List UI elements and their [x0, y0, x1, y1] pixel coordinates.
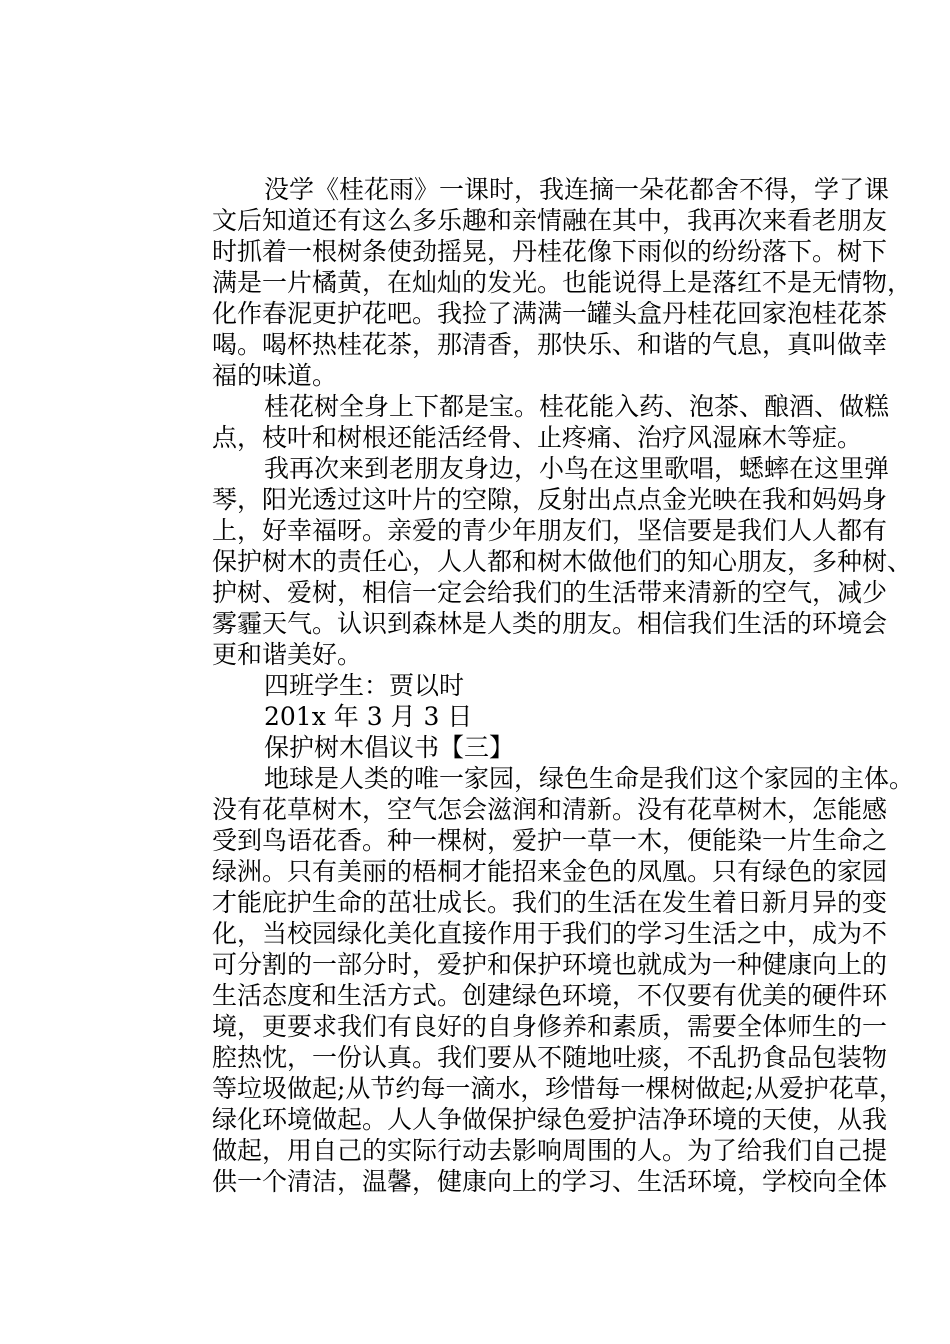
- text-line: 我再次来到老朋友身边，小鸟在这里歌唱，蟋蟀在这里弹: [264, 454, 890, 483]
- text-line: 琴，阳光透过这叶片的空隙，反射出点点金光映在我和妈妈身: [212, 485, 888, 514]
- document-body: [212, 174, 915, 1197]
- text-line: 绿化环境做起。人人争做保护绿色爱护洁净环境的天使，从我: [212, 1105, 888, 1134]
- text-line: 更和谐美好。: [212, 640, 363, 669]
- text-line: 才能庇护生命的茁壮成长。我们的生活在发生着日新月异的变: [212, 888, 888, 917]
- text-line: 没有花草树木，空气怎会滋润和清新。没有花草树木，怎能感: [212, 795, 888, 824]
- text-line: 等垃圾做起;从节约每一滴水，珍惜每一棵树做起;从爱护花草，: [212, 1074, 904, 1103]
- text-line: 满是一片橘黄，在灿灿的发光。也能说得上是落红不是无情物，: [212, 268, 913, 297]
- text-line: 文后知道还有这么多乐趣和亲情融在其中，我再次来看老朋友: [212, 206, 888, 235]
- text-line: 境，更要求我们有良好的自身修养和素质，需要全体师生的一: [212, 1012, 888, 1041]
- text-line: 可分割的一部分时，爱护和保护环境也就成为一种健康向上的: [212, 950, 888, 979]
- text-line: 护树、爱树，相信一定会给我们的生活带来清新的空气，减少: [212, 578, 888, 607]
- text-line: 点，枝叶和树根还能活经骨、止疼痛、治疗风湿麻木等症。: [212, 423, 863, 452]
- text-line: 化，当校园绿化美化直接作用于我们的学习生活之中，成为不: [212, 919, 888, 948]
- text-line: 没学《桂花雨》一课时，我连摘一朵花都舍不得，学了课: [264, 175, 890, 204]
- text-line: 地球是人类的唯一家园，绿色生命是我们这个家园的主体。: [264, 764, 915, 793]
- text-line: 受到鸟语花香。种一棵树，爱护一草一木，便能染一片生命之: [212, 826, 888, 855]
- text-line: 雾霾天气。认识到森林是人类的朋友。相信我们生活的环境会: [212, 609, 888, 638]
- text-line: 供一个清洁，温馨，健康向上的学习、生活环境，学校向全体: [212, 1167, 888, 1196]
- text-line: 上，好幸福呀。亲爱的青少年朋友们，坚信要是我们人人都有: [212, 516, 888, 545]
- text-line: 绿洲。只有美丽的梧桐才能招来金色的凤凰。只有绿色的家园: [212, 857, 888, 886]
- text-line: 福的味道。: [212, 361, 338, 390]
- text-line: 喝。喝杯热桂花茶，那清香，那快乐、和谐的气息，真叫做幸: [212, 330, 888, 359]
- text-line: 四班学生：贾以时: [264, 671, 465, 700]
- text-line: 桂花树全身上下都是宝。桂花能入药、泡茶、酿酒、做糕: [264, 392, 890, 421]
- text-line: 201x 年 3 月 3 日: [264, 702, 473, 731]
- text-line: 生活态度和生活方式。创建绿色环境，不仅要有优美的硬件环: [212, 981, 888, 1010]
- text-line: 腔热忱，一份认真。我们要从不随地吐痰，不乱扔食品包装物: [212, 1043, 888, 1072]
- text-line: 做起，用自己的实际行动去影响周围的人。为了给我们自己提: [212, 1136, 888, 1165]
- text-line: 化作春泥更护花吧。我捡了满满一罐头盒丹桂花回家泡桂花茶: [212, 299, 888, 328]
- text-line: 时抓着一根树条使劲摇晃，丹桂花像下雨似的纷纷落下。树下: [212, 237, 888, 266]
- text-line: 保护树木的责任心，人人都和树木做他们的知心朋友，多种树、: [212, 547, 913, 576]
- text-line: 保护树木倡议书【三】: [264, 733, 515, 762]
